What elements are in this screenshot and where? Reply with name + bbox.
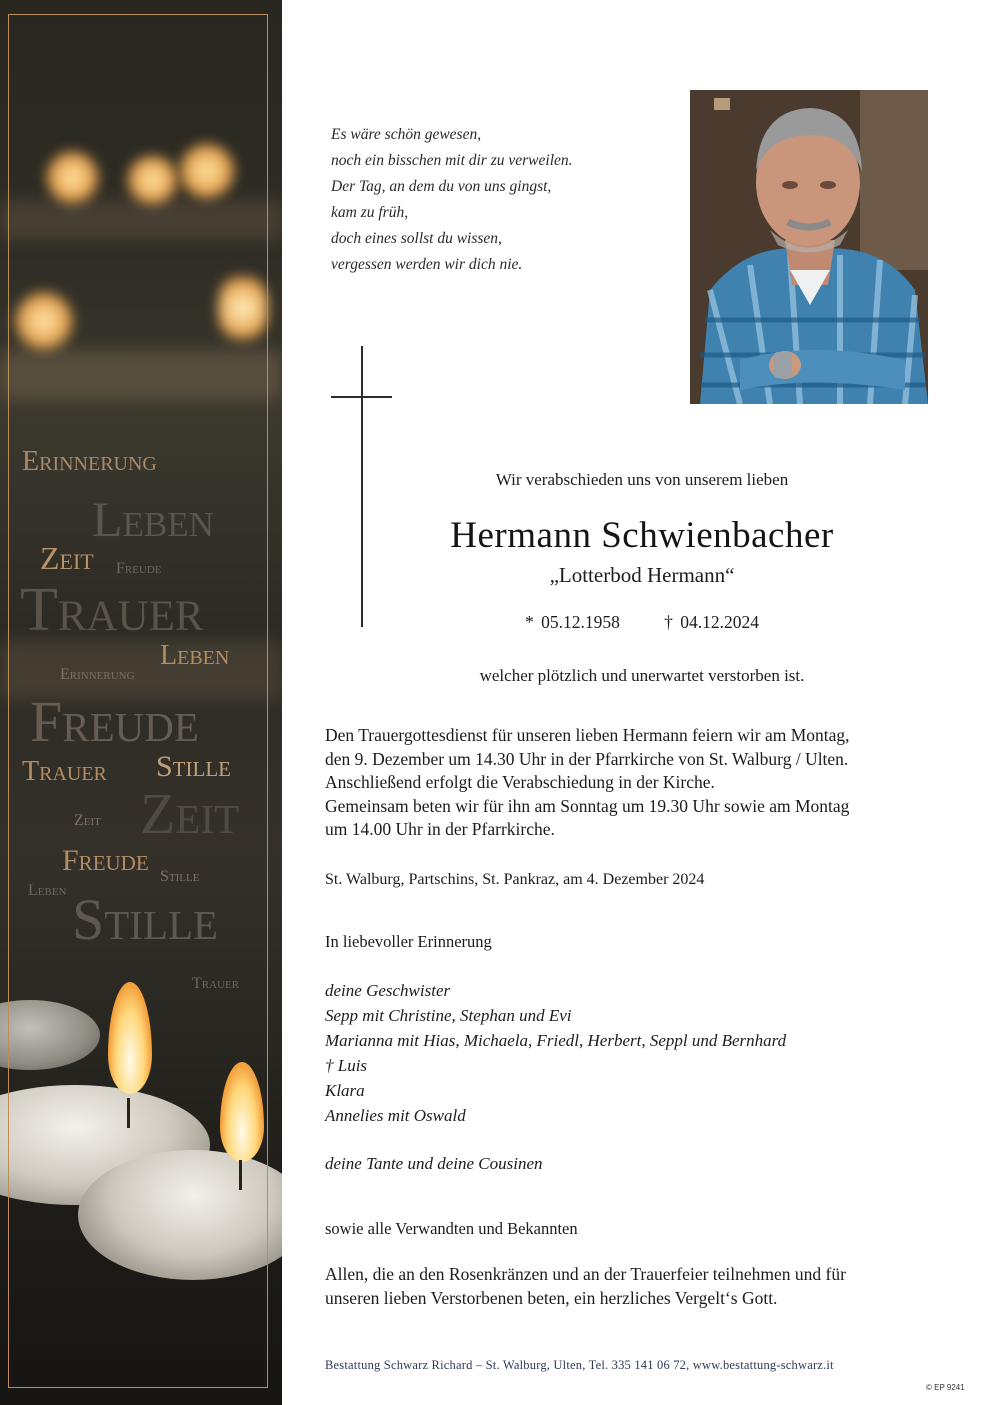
- panel-frame: [8, 14, 268, 1388]
- decorative-candle-panel: [0, 0, 282, 1405]
- family-line: † Luis: [325, 1056, 368, 1075]
- print-code: © EP 9241: [926, 1383, 965, 1392]
- place-date-line: St. Walburg, Partschins, St. Pankraz, am 4. Dezember 2024: [325, 871, 705, 888]
- portrait-illustration: [690, 90, 928, 404]
- decor-word: Stille: [156, 750, 231, 783]
- family-list: [325, 978, 945, 1128]
- birth-date: * 05.12.1958: [525, 612, 620, 632]
- decor-word: Zeit: [74, 812, 101, 829]
- cross-icon: [361, 346, 363, 627]
- decor-word: Freude: [62, 844, 149, 877]
- funeral-line: Gemeinsam beten wir für ihn am Sonntag um 19.30 Uhr sowie am Montag: [325, 795, 850, 816]
- funeral-info: [325, 724, 945, 842]
- death-cause-line: welcher plötzlich und unerwartet verstorben ist.: [479, 666, 805, 685]
- memory-heading: In liebevoller Erinnerung: [325, 932, 492, 951]
- funeral-line: Den Trauergottesdienst für unseren lieben Hermann feiern wir am Montag,: [325, 725, 850, 745]
- thanks-line: Allen, die an den Rosenkränzen und an der Trauerfeier teilnehmen und für: [325, 1264, 846, 1284]
- intro-line: Wir verabschieden uns von unserem lieben: [495, 470, 789, 489]
- poem-line: Der Tag, an dem du von uns gingst,: [331, 178, 552, 195]
- decor-word: Zeit: [140, 781, 240, 846]
- poem-line: kam zu früh,: [331, 204, 409, 221]
- funeral-line: Anschließend erfolgt die Verabschiedung in der Kirche.: [325, 772, 715, 792]
- decor-word: Erinnerung: [60, 666, 135, 683]
- poem-line: Es wäre schön gewesen,: [331, 126, 482, 143]
- deceased-nickname: „Lotterbod Hermann“: [549, 563, 735, 587]
- family-line: Marianna mit Hias, Michaela, Friedl, Herbert, Seppl und Bernhard: [325, 1031, 787, 1050]
- death-date: † 04.12.2024: [664, 612, 759, 632]
- aunt-line: deine Tante und deine Cousinen: [325, 1154, 543, 1173]
- funeral-line: den 9. Dezember um 14.30 Uhr in der Pfarrkirche von St. Walburg / Ulten.: [325, 748, 849, 769]
- decor-word: Stille: [72, 887, 219, 952]
- decor-word: Erinnerung: [22, 446, 157, 477]
- poem-line: doch eines sollst du wissen,: [331, 230, 502, 247]
- cross-icon-bar: [331, 396, 392, 398]
- family-line: Annelies mit Oswald: [325, 1106, 466, 1125]
- decor-word: Leben: [28, 882, 67, 899]
- decor-word: Trauer: [20, 576, 204, 644]
- family-line: Klara: [325, 1081, 365, 1100]
- decor-word: Freude: [30, 689, 199, 754]
- decor-word: Freude: [116, 560, 162, 577]
- decor-word: Leben: [92, 491, 214, 547]
- funeral-line: um 14.00 Uhr in der Pfarrkirche.: [325, 819, 555, 839]
- decor-word: Zeit: [40, 540, 94, 576]
- family-line: Sepp mit Christine, Stephan und Evi: [325, 1006, 572, 1025]
- thanks-line: unseren lieben Verstorbenen beten, ein herzliches Vergelt‘s Gott.: [325, 1288, 778, 1308]
- life-dates: [382, 612, 902, 633]
- family-line: deine Geschwister: [325, 981, 451, 1000]
- thanks-text: [325, 1262, 945, 1310]
- poem-line: noch ein bisschen mit dir zu verweilen.: [331, 152, 573, 169]
- funeral-home-footer: Bestattung Schwarz Richard – St. Walburg, Ulten, Tel. 335 141 06 72, www.bestattung-schwarz.it: [325, 1358, 834, 1372]
- poem: [331, 122, 573, 278]
- relatives-line: sowie alle Verwandten und Bekannten: [325, 1219, 578, 1238]
- poem-line: vergessen werden wir dich nie.: [331, 256, 523, 273]
- decor-word: Stille: [160, 868, 200, 885]
- decor-word: Trauer: [192, 975, 240, 992]
- deceased-name: Hermann Schwienbacher: [450, 515, 834, 556]
- portrait-photo: [690, 90, 928, 404]
- decor-word: Trauer: [22, 756, 107, 787]
- decor-word: Leben: [160, 640, 230, 671]
